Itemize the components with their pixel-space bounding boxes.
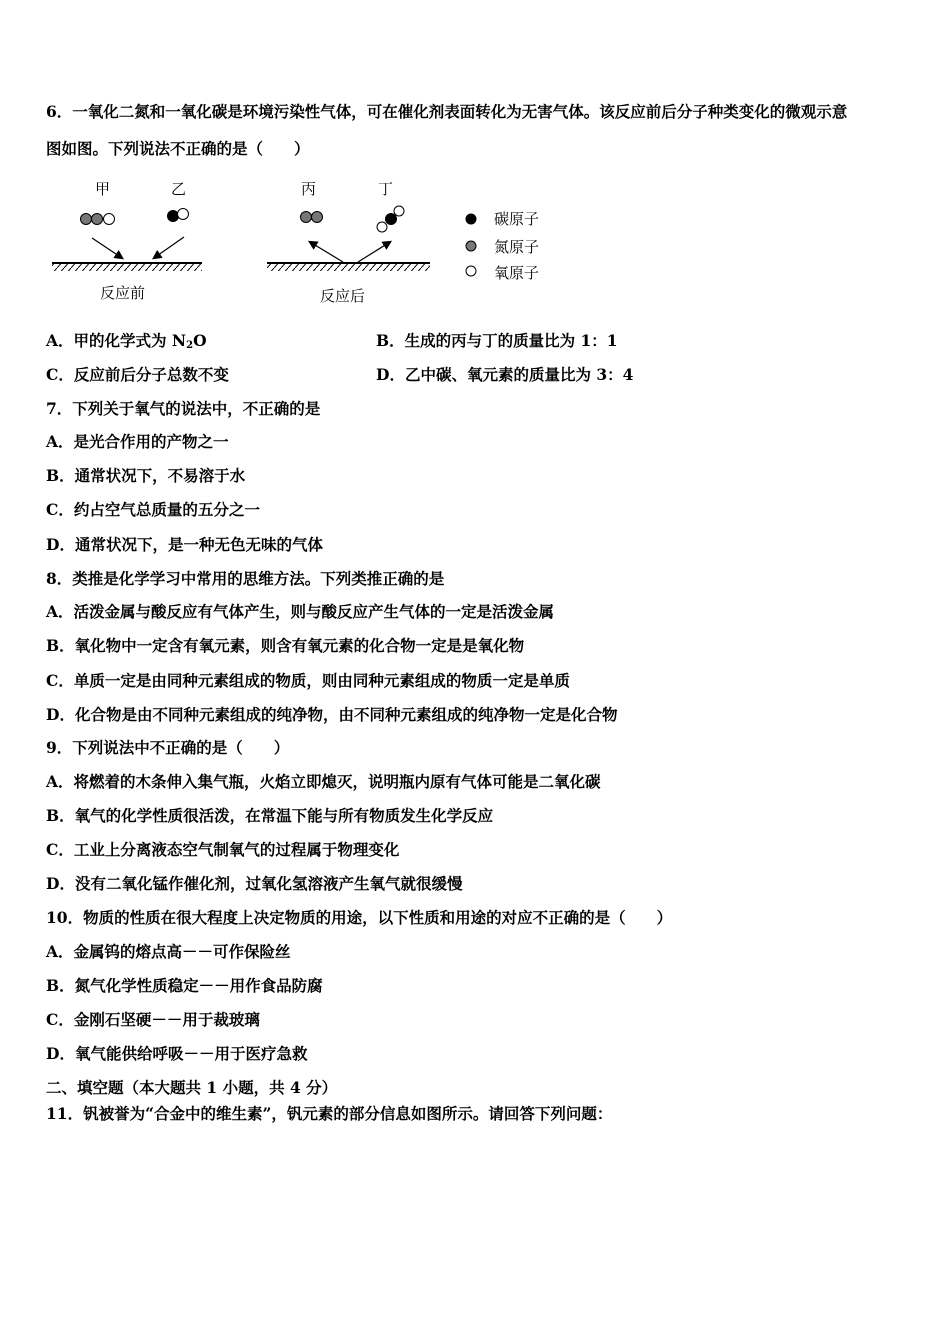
q9-stem: 9．下列说法中不正确的是（ ） <box>46 738 290 757</box>
legend-nitrogen: 氮原子 <box>494 238 540 256</box>
q8-stem: 8．类推是化学学习中常用的思维方法。下列类推正确的是 <box>46 569 445 588</box>
q10-stem: 10．物质的性质在很大程度上决定物质的用途，以下性质和用途的对应不正确的是（ ） <box>46 908 673 927</box>
q7-stem: 7．下列关于氧气的说法中，不正确的是 <box>46 399 321 418</box>
label-ding: 丁 <box>378 180 394 198</box>
q6-option-a: A．甲的化学式为 $N_2O$ <box>46 331 207 351</box>
molecule-jia <box>81 214 115 225</box>
legend-carbon-icon <box>466 214 476 224</box>
section2-title: 二、填空题（本大题共 1 小题，共 4 分） <box>46 1078 338 1097</box>
label-before: 反应前 <box>100 284 146 302</box>
q9-option-b: B．氧气的化学性质很活泼，在常温下能与所有物质发生化学反应 <box>46 806 494 825</box>
q9-option-c: C．工业上分离液态空气制氧气的过程属于物理变化 <box>46 840 400 859</box>
q9-option-a: A．将燃着的木条伸入集气瓶，火焰立即熄灭，说明瓶内原有气体可能是二氧化碳 <box>46 772 601 791</box>
q10-option-c: C．金刚石坚硬－－用于裁玻璃 <box>46 1010 260 1029</box>
q6-option-b: B．生成的丙与丁的质量比为 1：1 <box>376 331 618 350</box>
label-bing: 丙 <box>301 180 317 198</box>
q10-option-a: A．金属钨的熔点高－－可作保险丝 <box>46 942 291 961</box>
q8-option-b: B．氧化物中一定含有氧元素，则含有氧元素的化合物一定是是氧化物 <box>46 636 525 655</box>
q7-option-d: D．通常状况下，是一种无色无味的气体 <box>46 535 323 554</box>
molecule-bing <box>301 212 323 223</box>
catalyst-surface-after <box>267 263 430 271</box>
legend-oxygen-icon <box>466 266 476 276</box>
legend-carbon: 碳原子 <box>494 210 540 228</box>
catalyst-surface-before <box>52 263 202 271</box>
label-yi: 乙 <box>171 180 187 198</box>
legend <box>466 210 539 282</box>
q7-option-a: A．是光合作用的产物之一 <box>46 432 229 451</box>
label-after: 反应后 <box>320 287 366 305</box>
q7-option-b: B．通常状况下，不易溶于水 <box>46 466 246 485</box>
molecule-ding <box>377 206 404 232</box>
q6-stem-line1: 6．一氧化二氮和一氧化碳是环境污染性气体，可在催化剂表面转化为无害气体。该反应前后分子种类变化的微观示意 <box>46 102 848 121</box>
q7-option-c: C．约占空气总质量的五分之一 <box>46 500 260 519</box>
q6-reaction-diagram <box>50 172 560 307</box>
arrow-yi-in <box>154 237 184 258</box>
q10-option-b: B．氮气化学性质稳定－－用作食品防腐 <box>46 976 323 995</box>
legend-oxygen: 氧原子 <box>494 264 540 282</box>
q9-option-d: D．没有二氧化锰作催化剂，过氧化氢溶液产生氧气就很缓慢 <box>46 874 463 893</box>
q8-option-c: C．单质一定是由同种元素组成的物质，则由同种元素组成的物质一定是单质 <box>46 671 570 690</box>
q11-stem: 11．钒被誉为“合金中的维生素”，钒元素的部分信息如图所示。请回答下列问题： <box>46 1104 613 1123</box>
arrow-bing-out <box>310 242 343 262</box>
legend-nitrogen-icon <box>466 241 476 251</box>
label-jia: 甲 <box>95 180 111 198</box>
q8-option-d: D．化合物是由不同种元素组成的纯净物，由不同种元素组成的纯净物一定是化合物 <box>46 705 618 724</box>
q8-option-a: A．活泼金属与酸反应有气体产生，则与酸反应产生气体的一定是活泼金属 <box>46 602 555 621</box>
q6-option-c: C．反应前后分子总数不变 <box>46 365 229 384</box>
q10-option-d: D．氧气能供给呼吸－－用于医疗急救 <box>46 1044 308 1063</box>
arrow-ding-out <box>358 242 390 262</box>
q6-option-d: D．乙中碳、氧元素的质量比为 3：4 <box>376 365 634 384</box>
q6-stem-line2: 图如图。下列说法不正确的是（ ） <box>46 139 310 158</box>
molecule-yi <box>168 209 189 222</box>
arrow-jia-in <box>92 238 122 258</box>
